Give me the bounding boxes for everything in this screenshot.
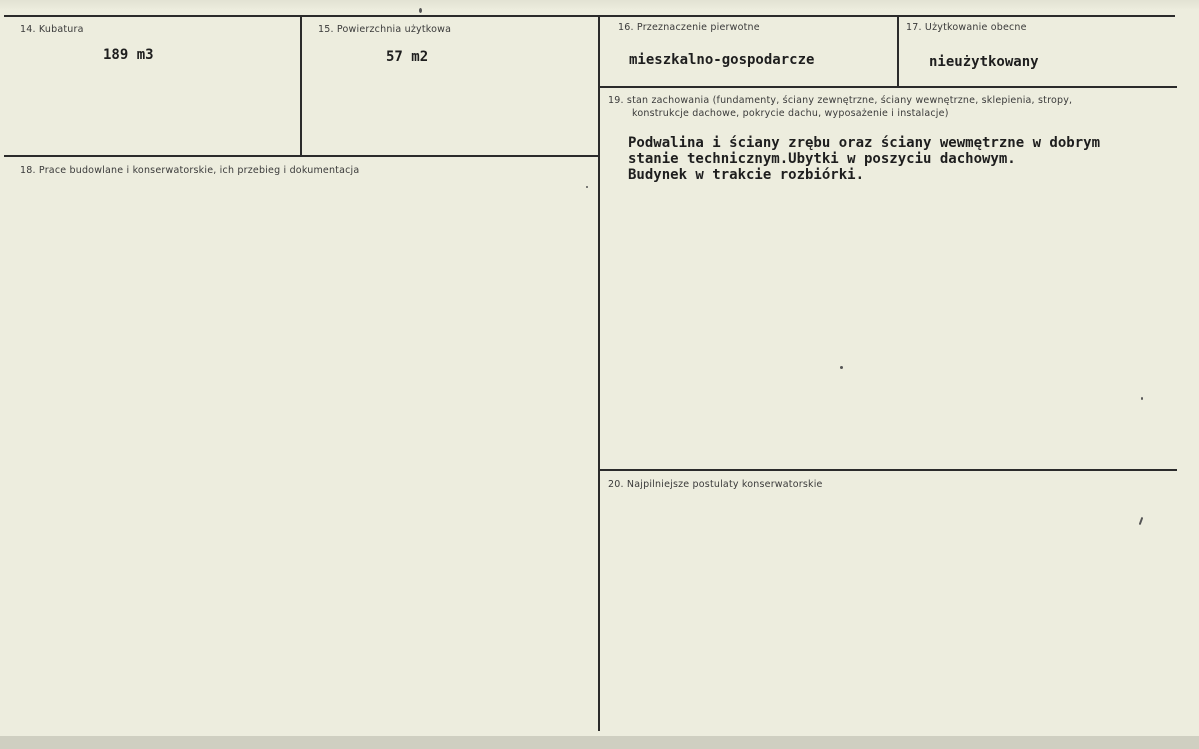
card-bottom-edge [0,736,1199,749]
scan-speck [586,186,588,188]
field-16-label: 16. Przeznaczenie pierwotne [618,22,760,33]
field-20-label: 20. Najpilniejsze postulaty konserwatorskie [608,479,823,490]
field-19-text-line1: Podwalina i ściany zrębu oraz ściany wewmętrzne w dobrym [628,135,1101,151]
scan-speck [1139,517,1144,525]
field-15-label: 15. Powierzchnia użytkowa [318,24,452,35]
rule-under-16-17 [600,86,1177,88]
field-19-label-line1: 19. stan zachowania (fundamenty, ściany zewnętrzne, ściany wewnętrzne, sklepienia, stropy, [608,95,1073,106]
field-14-value: 189 m3 [103,47,154,63]
divider-14-15 [300,15,302,156]
field-17-label: 17. Użytkowanie obecne [906,22,1027,33]
field-19-text-line2: stanie technicznym.Ubytki w poszyciu dachowym. [628,151,1016,167]
field-19-label-line2: konstrukcje dachowe, pokrycie dachu, wyposażenie i instalacje) [632,108,949,119]
field-17-value: nieużytkowany [929,54,1039,70]
field-16-value: mieszkalno-gospodarcze [629,52,815,68]
center-divider [598,15,600,731]
top-rule [4,15,1175,17]
field-14-label: 14. Kubatura [20,24,84,35]
divider-16-17 [897,15,899,87]
field-18-label: 18. Prace budowlane i konserwatorskie, ich przebieg i dokumentacja [20,165,360,176]
scan-speck [419,8,422,13]
scan-speck [1141,397,1143,400]
scan-speck [840,366,843,369]
field-19-text-line3: Budynek w trakcie rozbiórki. [628,167,865,183]
rule-above-20 [600,469,1177,471]
card-top-edge [0,0,1199,10]
field-15-value: 57 m2 [386,49,429,65]
